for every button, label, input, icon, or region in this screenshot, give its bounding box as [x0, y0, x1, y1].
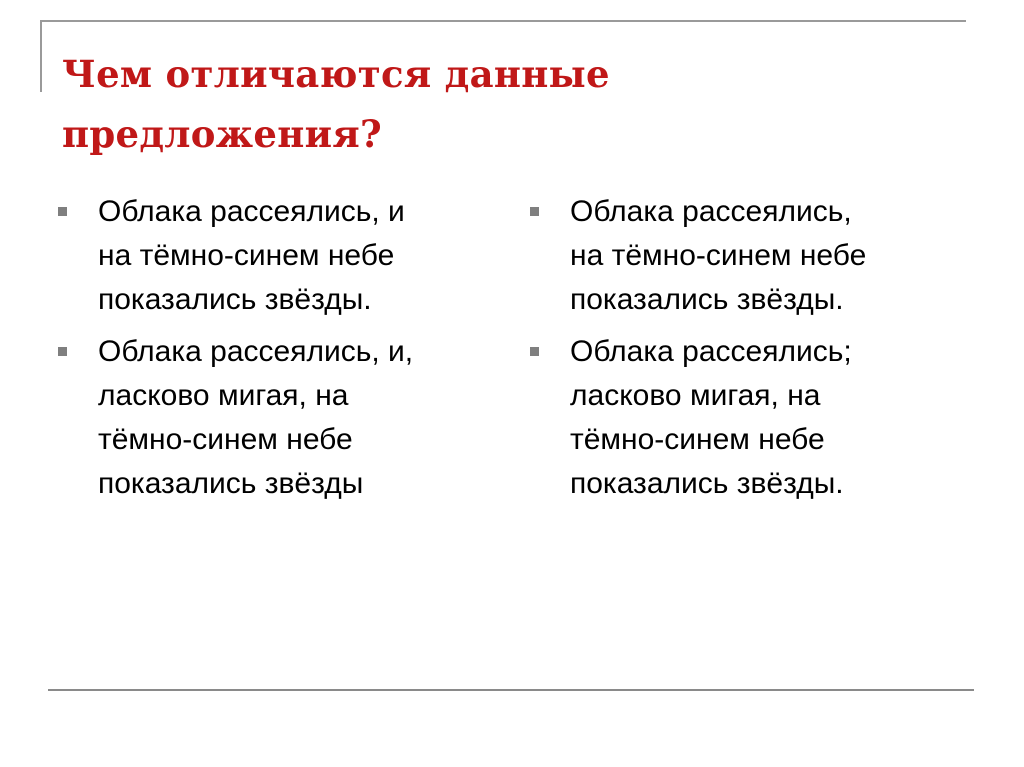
right-bullet-column	[530, 190, 970, 514]
square-bullet-icon	[58, 347, 67, 356]
bullet-item	[58, 330, 498, 506]
square-bullet-icon	[530, 347, 539, 356]
bullet-text: Облака рассеялись, и, ласково мигая, на тёмно-синем небе показались звёзды	[98, 335, 414, 500]
bottom-divider-line	[48, 689, 974, 691]
slide-title: Чем отличаются данные предложения?	[62, 52, 610, 156]
bullet-text: Облака рассеялись, и на тёмно-синем небе показались звёзды.	[98, 195, 405, 316]
bullet-item	[530, 190, 970, 322]
square-bullet-icon	[530, 207, 539, 216]
top-divider-line	[40, 20, 966, 22]
bullet-text: Облака рассеялись; ласково мигая, на тёмно-синем небе показались звёзды.	[570, 335, 852, 500]
left-divider-line	[40, 20, 42, 92]
left-bullet-column	[58, 190, 498, 514]
bullet-item	[530, 330, 970, 506]
square-bullet-icon	[58, 207, 67, 216]
bullet-item	[58, 190, 498, 322]
bullet-text: Облака рассеялись, на тёмно-синем небе показались звёзды.	[570, 195, 867, 316]
